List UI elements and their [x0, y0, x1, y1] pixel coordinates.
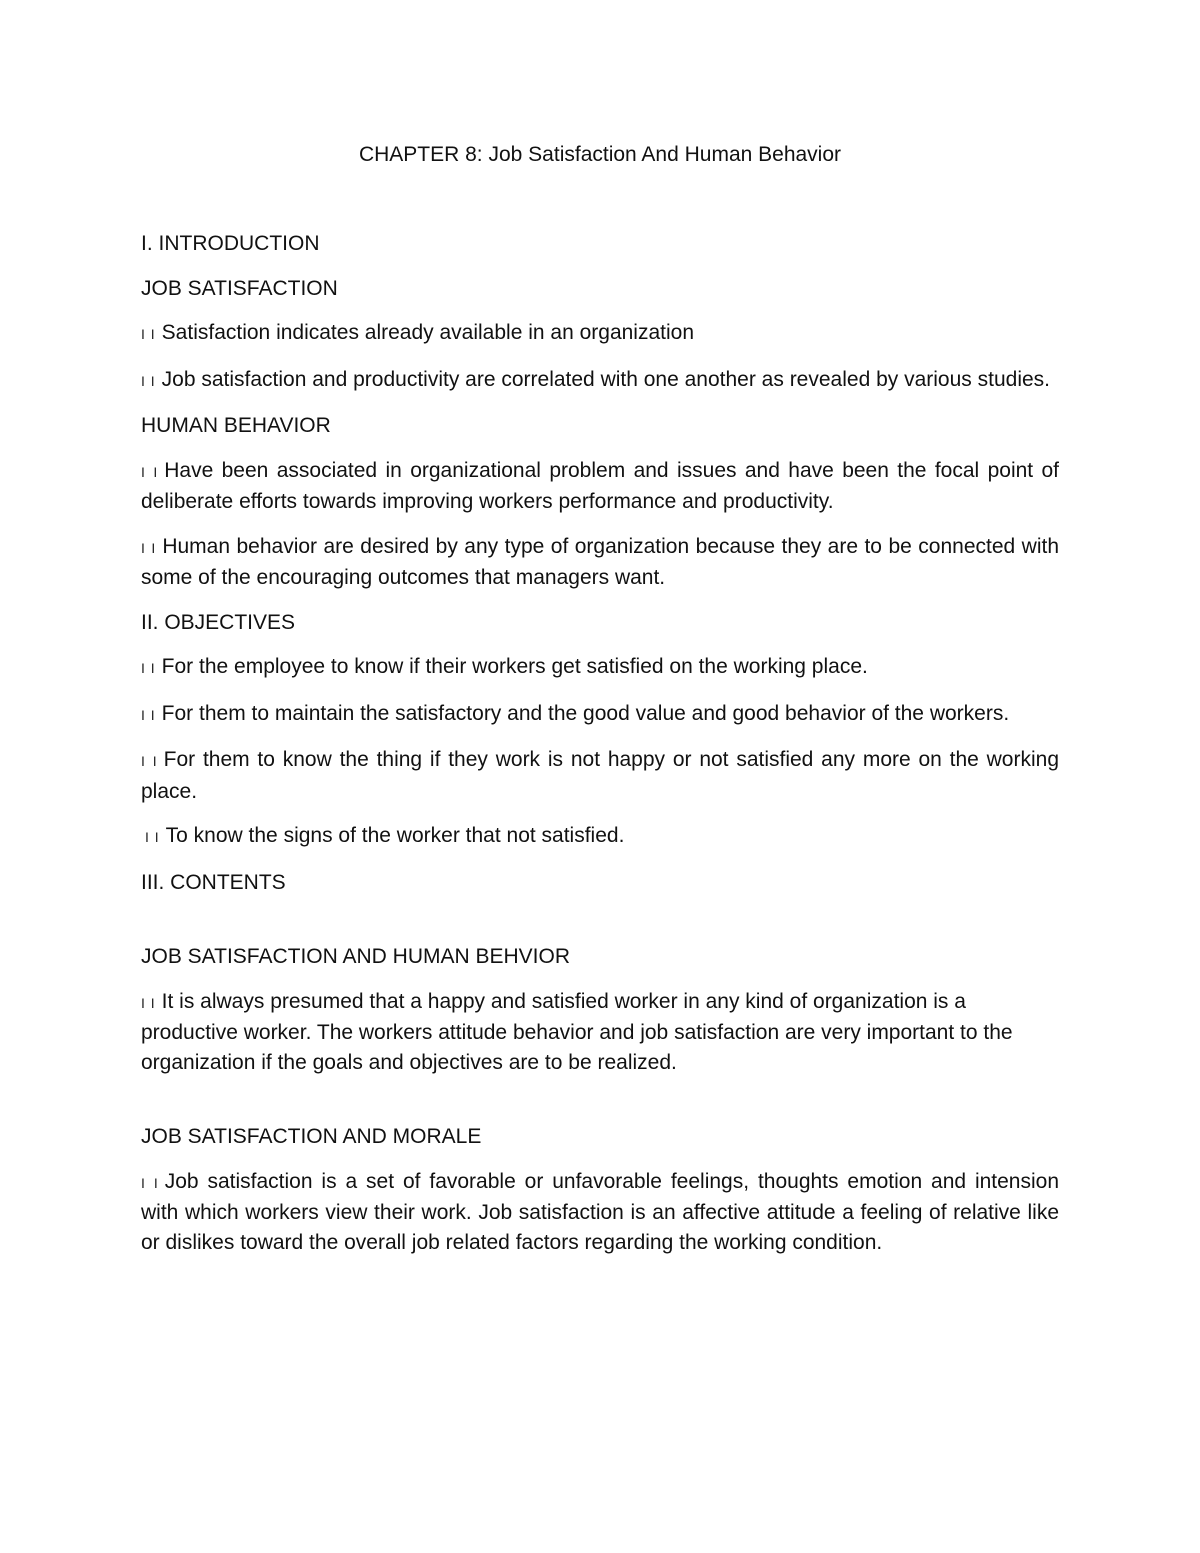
- bullet-icon: I I: [141, 994, 156, 1011]
- bullet-icon: I I: [141, 660, 156, 676]
- section-heading: III. CONTENTS: [141, 870, 286, 894]
- bullet-paragraph: I I Have been associated in organizational problem and issues and have been the focal point of deliberate efforts towards improving workers performance and productivity.: [141, 458, 1060, 513]
- bullet-icon: I I: [141, 1174, 159, 1191]
- bullet-paragraph: I I Human behavior are desired by any type of organization because they are to be connected with some of the encouraging outcomes that managers want.: [141, 534, 1059, 589]
- bullet-icon: I I: [141, 539, 157, 556]
- bullet-icon: I I: [145, 829, 160, 845]
- section-heading: HUMAN BEHAVIOR: [141, 414, 331, 437]
- section-heading: II. OBJECTIVES: [141, 610, 296, 634]
- bullet-icon: I I: [141, 326, 156, 342]
- section-heading: JOB SATISFACTION: [141, 276, 338, 300]
- bullet-paragraph: I I Satisfaction indicates already available in an organization: [141, 321, 695, 344]
- document-title: CHAPTER 8: Job Satisfaction And Human Behavior: [358, 143, 842, 166]
- bullet-paragraph: I I For them to know the thing if they work is not happy or not satisfied any more on the working place.: [141, 748, 1059, 803]
- bullet-icon: I I: [141, 753, 158, 769]
- bullet-paragraph: I I Job satisfaction and productivity are correlated with one another as revealed by various studies.: [141, 367, 1050, 391]
- bullet-paragraph: I I Job satisfaction is a set of favorable or unfavorable feelings, thoughts emotion and intension with which workers view their work. Job satisfaction is an affective attitude a feeling of relative like or dislikes toward the overall job related factors regarding the working condition.: [141, 1169, 1060, 1254]
- bullet-icon: I I: [141, 372, 156, 389]
- bullet-icon: I I: [141, 706, 156, 723]
- bullet-icon: I I: [141, 463, 159, 480]
- bullet-paragraph: I I For them to maintain the satisfactory and the good value and good behavior of the workers.: [141, 701, 1010, 725]
- section-heading: JOB SATISFACTION AND HUMAN BEHVIOR: [141, 945, 571, 968]
- bullet-paragraph: I I For the employee to know if their workers get satisfied on the working place.: [141, 655, 868, 678]
- bullet-paragraph: I I It is always presumed that a happy and satisfied worker in any kind of organization is a productive worker. The workers attitude behavior and job satisfaction are very important to the organization if the goals and objectives are to be realized.: [141, 989, 1013, 1074]
- bullet-paragraph: I I To know the signs of the worker that not satisfied.: [145, 824, 625, 847]
- section-heading: I. INTRODUCTION: [141, 232, 320, 255]
- section-heading: JOB SATISFACTION AND MORALE: [141, 1125, 482, 1148]
- document-body: [141, 229, 1059, 1272]
